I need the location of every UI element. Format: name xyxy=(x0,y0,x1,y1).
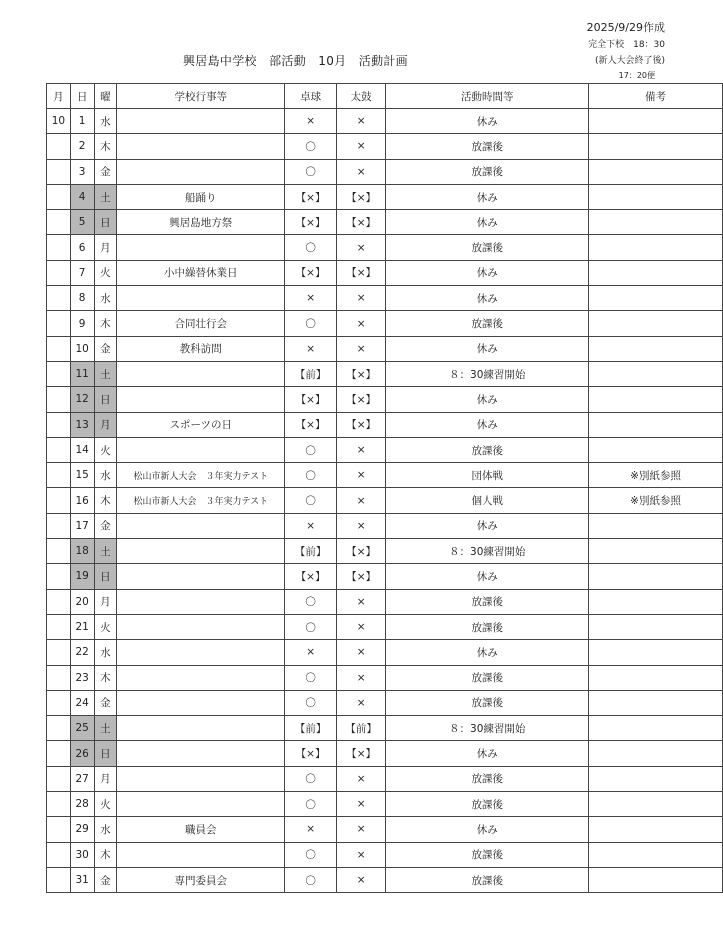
month-cell xyxy=(47,311,71,336)
month-cell: 10 xyxy=(47,109,71,134)
weekday-cell: 土 xyxy=(94,539,117,564)
table-row xyxy=(47,640,723,665)
note-cell xyxy=(589,589,723,614)
day-cell: 14 xyxy=(70,437,94,462)
table-tennis-cell: × xyxy=(285,513,337,538)
table-row xyxy=(47,463,723,488)
event-cell xyxy=(117,716,285,741)
table-row xyxy=(47,614,723,639)
note-cell xyxy=(589,311,723,336)
month-cell xyxy=(47,665,71,690)
col-header-table-tennis: 卓球 xyxy=(285,84,337,109)
month-cell xyxy=(47,716,71,741)
event-cell xyxy=(117,589,285,614)
activity-cell: 放課後 xyxy=(386,235,589,260)
day-cell: 8 xyxy=(70,286,94,311)
event-cell xyxy=(117,792,285,817)
table-tennis-cell: 【×】 xyxy=(285,260,337,285)
note-cell xyxy=(589,614,723,639)
taiko-cell: 【×】 xyxy=(336,539,386,564)
taiko-cell: 【×】 xyxy=(336,260,386,285)
table-tennis-cell: 〇 xyxy=(285,589,337,614)
event-cell xyxy=(117,665,285,690)
table-row xyxy=(47,412,723,437)
note-cell xyxy=(589,134,723,159)
weekday-cell: 月 xyxy=(94,235,117,260)
taiko-cell: × xyxy=(336,842,386,867)
note-cell xyxy=(589,109,723,134)
month-cell xyxy=(47,235,71,260)
day-cell: 10 xyxy=(70,336,94,361)
weekday-cell: 月 xyxy=(94,589,117,614)
table-row xyxy=(47,716,723,741)
event-cell xyxy=(117,286,285,311)
month-cell xyxy=(47,564,71,589)
taiko-cell: 【×】 xyxy=(336,387,386,412)
activity-cell: 放課後 xyxy=(386,792,589,817)
activity-cell: 休み xyxy=(386,109,589,134)
table-row xyxy=(47,109,723,134)
day-cell: 9 xyxy=(70,311,94,336)
day-cell: 26 xyxy=(70,741,94,766)
month-cell xyxy=(47,867,71,892)
table-row xyxy=(47,235,723,260)
table-row xyxy=(47,564,723,589)
month-cell xyxy=(47,513,71,538)
table-row xyxy=(47,539,723,564)
weekday-cell: 木 xyxy=(94,842,117,867)
weekday-cell: 木 xyxy=(94,134,117,159)
note-cell xyxy=(589,336,723,361)
month-cell xyxy=(47,336,71,361)
month-cell xyxy=(47,463,71,488)
activity-cell: 休み xyxy=(386,741,589,766)
taiko-cell: 【×】 xyxy=(336,361,386,386)
day-cell: 2 xyxy=(70,134,94,159)
month-cell xyxy=(47,589,71,614)
activity-cell: 放課後 xyxy=(386,614,589,639)
table-tennis-cell: 〇 xyxy=(285,614,337,639)
note-cell xyxy=(589,387,723,412)
activity-schedule-table xyxy=(46,83,723,893)
table-row xyxy=(47,311,723,336)
month-cell xyxy=(47,690,71,715)
day-cell: 21 xyxy=(70,614,94,639)
taiko-cell: 【×】 xyxy=(336,564,386,589)
note-cell xyxy=(589,361,723,386)
activity-cell: 休み xyxy=(386,640,589,665)
event-cell xyxy=(117,690,285,715)
weekday-cell: 金 xyxy=(94,513,117,538)
event-cell: 教科訪問 xyxy=(117,336,285,361)
day-cell: 19 xyxy=(70,564,94,589)
month-cell xyxy=(47,792,71,817)
taiko-cell: × xyxy=(336,614,386,639)
table-tennis-cell: 【×】 xyxy=(285,210,337,235)
day-cell: 18 xyxy=(70,539,94,564)
activity-cell: 団体戦 xyxy=(386,463,589,488)
event-cell xyxy=(117,109,285,134)
taiko-cell: × xyxy=(336,488,386,513)
table-row xyxy=(47,842,723,867)
note-cell xyxy=(589,690,723,715)
col-header-month: 月 xyxy=(47,84,71,109)
note-cell xyxy=(589,716,723,741)
month-cell xyxy=(47,134,71,159)
table-header-row xyxy=(47,84,723,109)
note-cell xyxy=(589,640,723,665)
day-cell: 6 xyxy=(70,235,94,260)
day-cell: 17 xyxy=(70,513,94,538)
weekday-cell: 日 xyxy=(94,210,117,235)
day-cell: 11 xyxy=(70,361,94,386)
event-cell: 小中繰替休業日 xyxy=(117,260,285,285)
weekday-cell: 金 xyxy=(94,690,117,715)
table-tennis-cell: 【×】 xyxy=(285,184,337,209)
activity-cell: 休み xyxy=(386,387,589,412)
taiko-cell: × xyxy=(336,134,386,159)
activity-cell: 休み xyxy=(386,564,589,589)
day-cell: 15 xyxy=(70,463,94,488)
month-cell xyxy=(47,766,71,791)
taiko-cell: × xyxy=(336,792,386,817)
table-row xyxy=(47,437,723,462)
taiko-cell: × xyxy=(336,589,386,614)
weekday-cell: 土 xyxy=(94,184,117,209)
taiko-cell: × xyxy=(336,437,386,462)
table-row xyxy=(47,184,723,209)
month-cell xyxy=(47,640,71,665)
table-row xyxy=(47,159,723,184)
table-tennis-cell: 〇 xyxy=(285,437,337,462)
month-cell xyxy=(47,817,71,842)
table-tennis-cell: 〇 xyxy=(285,134,337,159)
table-row xyxy=(47,690,723,715)
activity-cell: 放課後 xyxy=(386,867,589,892)
note-cell xyxy=(589,792,723,817)
activity-cell: 放課後 xyxy=(386,134,589,159)
note-cell xyxy=(589,260,723,285)
taiko-cell: × xyxy=(336,463,386,488)
table-tennis-cell: 【×】 xyxy=(285,387,337,412)
weekday-cell: 木 xyxy=(94,665,117,690)
event-cell: 専門委員会 xyxy=(117,867,285,892)
event-cell: 松山市新人大会 ３年実力テスト xyxy=(117,463,285,488)
created-date: 2025/9/29作成 xyxy=(586,21,665,34)
event-cell xyxy=(117,387,285,412)
activity-cell: 放課後 xyxy=(386,589,589,614)
table-tennis-cell: × xyxy=(285,336,337,361)
day-cell: 20 xyxy=(70,589,94,614)
day-cell: 22 xyxy=(70,640,94,665)
activity-cell: 休み xyxy=(386,336,589,361)
table-tennis-cell: 〇 xyxy=(285,311,337,336)
table-row xyxy=(47,286,723,311)
table-row xyxy=(47,134,723,159)
month-cell xyxy=(47,210,71,235)
activity-cell: 休み xyxy=(386,412,589,437)
note-cell xyxy=(589,665,723,690)
activity-cell: 放課後 xyxy=(386,311,589,336)
event-cell xyxy=(117,842,285,867)
day-cell: 23 xyxy=(70,665,94,690)
event-cell xyxy=(117,437,285,462)
activity-cell: 休み xyxy=(386,513,589,538)
weekday-cell: 水 xyxy=(94,817,117,842)
taiko-cell: 【×】 xyxy=(336,412,386,437)
activity-cell: 放課後 xyxy=(386,842,589,867)
col-header-notes: 備考 xyxy=(589,84,723,109)
event-cell: 船踊り xyxy=(117,184,285,209)
day-cell: 7 xyxy=(70,260,94,285)
table-row xyxy=(47,361,723,386)
month-cell xyxy=(47,184,71,209)
event-cell xyxy=(117,235,285,260)
taiko-cell: 【×】 xyxy=(336,184,386,209)
note-cell: ※別紙参照 xyxy=(589,463,723,488)
note-cell xyxy=(589,286,723,311)
weekday-cell: 金 xyxy=(94,159,117,184)
month-cell xyxy=(47,361,71,386)
weekday-cell: 水 xyxy=(94,286,117,311)
event-cell: 職員会 xyxy=(117,817,285,842)
event-cell xyxy=(117,741,285,766)
table-tennis-cell: 〇 xyxy=(285,867,337,892)
taiko-cell: 【前】 xyxy=(336,716,386,741)
note-cell xyxy=(589,817,723,842)
activity-cell: 休み xyxy=(386,260,589,285)
activity-cell: 休み xyxy=(386,184,589,209)
table-row xyxy=(47,513,723,538)
month-cell xyxy=(47,741,71,766)
event-cell: スポーツの日 xyxy=(117,412,285,437)
weekday-cell: 火 xyxy=(94,614,117,639)
table-tennis-cell: × xyxy=(285,640,337,665)
event-cell xyxy=(117,640,285,665)
table-row xyxy=(47,867,723,892)
table-tennis-cell: 〇 xyxy=(285,235,337,260)
weekday-cell: 月 xyxy=(94,766,117,791)
table-row xyxy=(47,766,723,791)
activity-cell: ８：30練習開始 xyxy=(386,716,589,741)
day-cell: 27 xyxy=(70,766,94,791)
taiko-cell: 【×】 xyxy=(336,741,386,766)
activity-cell: 休み xyxy=(386,210,589,235)
weekday-cell: 木 xyxy=(94,311,117,336)
taiko-cell: × xyxy=(336,690,386,715)
table-row xyxy=(47,665,723,690)
event-cell xyxy=(117,766,285,791)
activity-cell: ８：30練習開始 xyxy=(386,361,589,386)
day-cell: 12 xyxy=(70,387,94,412)
activity-cell: 放課後 xyxy=(386,766,589,791)
day-cell: 16 xyxy=(70,488,94,513)
event-cell xyxy=(117,564,285,589)
month-cell xyxy=(47,286,71,311)
day-cell: 30 xyxy=(70,842,94,867)
event-cell: 合同壮行会 xyxy=(117,311,285,336)
taiko-cell: × xyxy=(336,513,386,538)
event-cell: 興居島地方祭 xyxy=(117,210,285,235)
taiko-cell: × xyxy=(336,817,386,842)
table-tennis-cell: 【×】 xyxy=(285,564,337,589)
col-header-school-events: 学校行事等 xyxy=(117,84,285,109)
day-cell: 31 xyxy=(70,867,94,892)
weekday-cell: 金 xyxy=(94,336,117,361)
activity-cell: 放課後 xyxy=(386,437,589,462)
activity-cell: 個人戦 xyxy=(386,488,589,513)
table-tennis-cell: 〇 xyxy=(285,665,337,690)
table-row xyxy=(47,260,723,285)
activity-cell: 放課後 xyxy=(386,690,589,715)
event-cell xyxy=(117,539,285,564)
weekday-cell: 火 xyxy=(94,260,117,285)
page-title: 興居島中学校 部活動 10月 活動計画 xyxy=(183,54,408,68)
note-cell: ※別紙参照 xyxy=(589,488,723,513)
col-header-day: 日 xyxy=(70,84,94,109)
taiko-cell: × xyxy=(336,159,386,184)
weekday-cell: 金 xyxy=(94,867,117,892)
event-cell xyxy=(117,159,285,184)
note-cell xyxy=(589,741,723,766)
weekday-cell: 水 xyxy=(94,640,117,665)
table-tennis-cell: 〇 xyxy=(285,792,337,817)
ferry-time: 17：20便 xyxy=(618,71,655,80)
weekday-cell: 月 xyxy=(94,412,117,437)
month-cell xyxy=(47,387,71,412)
taiko-cell: × xyxy=(336,336,386,361)
table-row xyxy=(47,387,723,412)
weekday-cell: 火 xyxy=(94,437,117,462)
activity-cell: 放課後 xyxy=(386,159,589,184)
weekday-cell: 日 xyxy=(94,741,117,766)
note-cell xyxy=(589,842,723,867)
col-header-activity-time: 活動時間等 xyxy=(386,84,589,109)
weekday-cell: 日 xyxy=(94,564,117,589)
note-cell xyxy=(589,210,723,235)
day-cell: 13 xyxy=(70,412,94,437)
weekday-cell: 土 xyxy=(94,361,117,386)
weekday-cell: 水 xyxy=(94,109,117,134)
table-tennis-cell: 〇 xyxy=(285,159,337,184)
taiko-cell: × xyxy=(336,109,386,134)
day-cell: 28 xyxy=(70,792,94,817)
day-cell: 25 xyxy=(70,716,94,741)
month-cell xyxy=(47,539,71,564)
note-cell xyxy=(589,867,723,892)
month-cell xyxy=(47,488,71,513)
taiko-cell: × xyxy=(336,235,386,260)
note-cell xyxy=(589,539,723,564)
activity-cell: 放課後 xyxy=(386,665,589,690)
table-tennis-cell: 【前】 xyxy=(285,716,337,741)
month-cell xyxy=(47,260,71,285)
activity-cell: 休み xyxy=(386,817,589,842)
note-cell xyxy=(589,184,723,209)
table-row xyxy=(47,210,723,235)
note-cell xyxy=(589,766,723,791)
note-cell xyxy=(589,235,723,260)
month-cell xyxy=(47,842,71,867)
event-cell xyxy=(117,134,285,159)
activity-cell: ８：30練習開始 xyxy=(386,539,589,564)
table-tennis-cell: 【前】 xyxy=(285,361,337,386)
weekday-cell: 土 xyxy=(94,716,117,741)
table-tennis-cell: × xyxy=(285,109,337,134)
month-cell xyxy=(47,159,71,184)
activity-cell: 休み xyxy=(386,286,589,311)
departure-time: 完全下校 18：30 xyxy=(588,40,665,50)
day-cell: 29 xyxy=(70,817,94,842)
taiko-cell: × xyxy=(336,311,386,336)
table-tennis-cell: 〇 xyxy=(285,463,337,488)
note-cell xyxy=(589,412,723,437)
table-tennis-cell: 〇 xyxy=(285,766,337,791)
table-row xyxy=(47,741,723,766)
day-cell: 3 xyxy=(70,159,94,184)
event-cell xyxy=(117,614,285,639)
month-cell xyxy=(47,437,71,462)
day-cell: 1 xyxy=(70,109,94,134)
taiko-cell: × xyxy=(336,766,386,791)
day-cell: 4 xyxy=(70,184,94,209)
table-tennis-cell: 【前】 xyxy=(285,539,337,564)
event-cell: 松山市新人大会 ３年実力テスト xyxy=(117,488,285,513)
note-cell xyxy=(589,437,723,462)
table-tennis-cell: × xyxy=(285,286,337,311)
event-cell xyxy=(117,361,285,386)
month-cell xyxy=(47,412,71,437)
note-cell xyxy=(589,159,723,184)
weekday-cell: 水 xyxy=(94,463,117,488)
table-row xyxy=(47,817,723,842)
col-header-weekday: 曜 xyxy=(94,84,117,109)
taiko-cell: 【×】 xyxy=(336,210,386,235)
taiko-cell: × xyxy=(336,665,386,690)
taiko-cell: × xyxy=(336,867,386,892)
note-cell xyxy=(589,564,723,589)
table-tennis-cell: 〇 xyxy=(285,842,337,867)
col-header-taiko: 太鼓 xyxy=(336,84,386,109)
weekday-cell: 火 xyxy=(94,792,117,817)
table-row xyxy=(47,336,723,361)
weekday-cell: 木 xyxy=(94,488,117,513)
table-tennis-cell: 〇 xyxy=(285,690,337,715)
table-row xyxy=(47,589,723,614)
taiko-cell: × xyxy=(336,640,386,665)
table-tennis-cell: 【×】 xyxy=(285,412,337,437)
table-row xyxy=(47,792,723,817)
table-tennis-cell: 【×】 xyxy=(285,741,337,766)
month-cell xyxy=(47,614,71,639)
departure-note: (新人大会終了後) xyxy=(594,56,665,66)
day-cell: 5 xyxy=(70,210,94,235)
note-cell xyxy=(589,513,723,538)
weekday-cell: 日 xyxy=(94,387,117,412)
taiko-cell: × xyxy=(336,286,386,311)
table-tennis-cell: 〇 xyxy=(285,488,337,513)
event-cell xyxy=(117,513,285,538)
day-cell: 24 xyxy=(70,690,94,715)
table-row xyxy=(47,488,723,513)
table-tennis-cell: × xyxy=(285,817,337,842)
